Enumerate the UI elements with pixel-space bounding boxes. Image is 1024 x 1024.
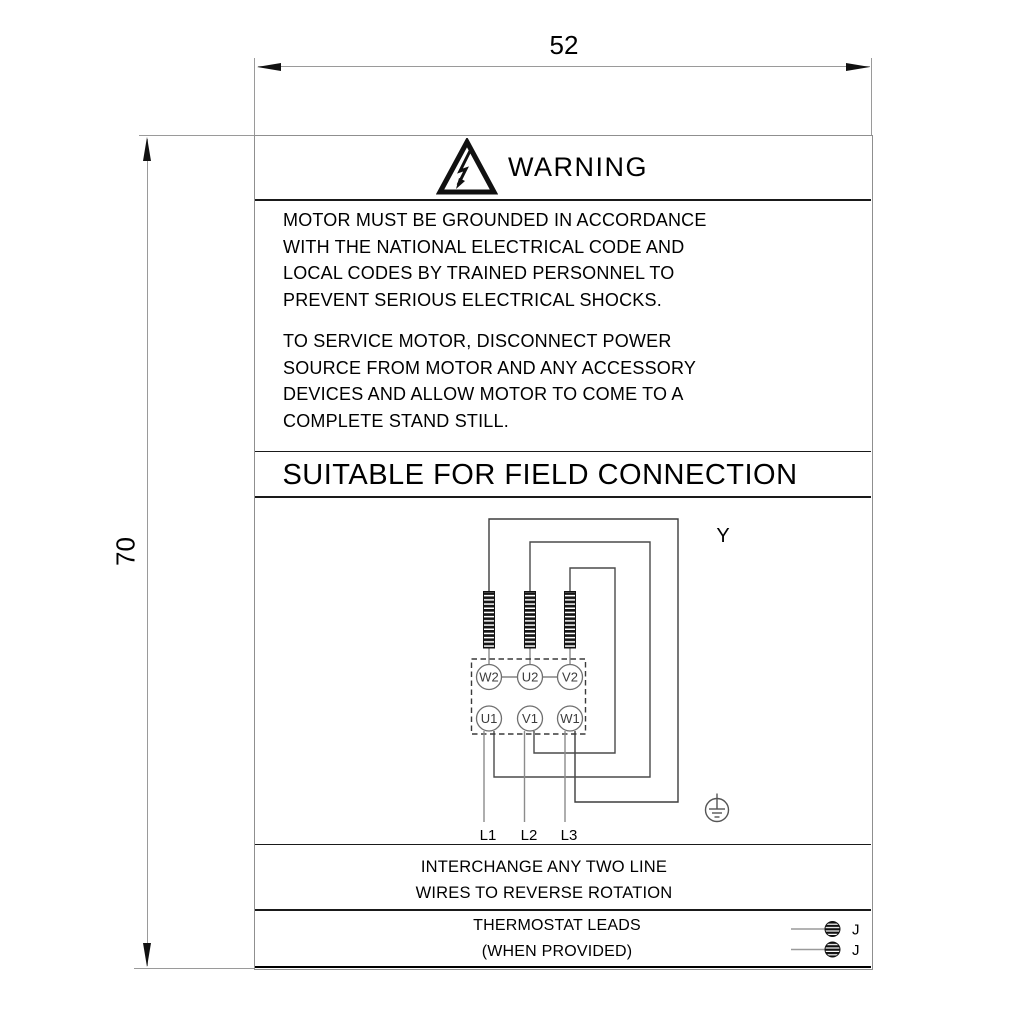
dimension-width-line bbox=[258, 66, 870, 67]
note-line: (WHEN PROVIDED) bbox=[481, 943, 633, 960]
section-divider bbox=[255, 844, 871, 845]
terminal-label: W2 bbox=[479, 669, 499, 685]
arrow-left-icon bbox=[257, 63, 281, 71]
supply-line-label: L3 bbox=[560, 827, 578, 844]
motor-winding-coil bbox=[525, 592, 536, 649]
terminal-label: W1 bbox=[560, 711, 580, 726]
terminal-label: U2 bbox=[521, 669, 539, 685]
thermostat-leads bbox=[780, 915, 880, 967]
thermostat-lead-icon bbox=[825, 942, 840, 957]
connection-type-label: Y bbox=[716, 525, 730, 547]
supply-line-label: L2 bbox=[520, 827, 538, 844]
note-line: WIRES TO REVERSE ROTATION bbox=[415, 884, 673, 902]
dimension-height-line bbox=[147, 139, 148, 966]
notice-line: PREVENT SERIOUS ELECTRICAL SHOCKS. bbox=[283, 289, 662, 310]
terminal-label: V1 bbox=[522, 711, 538, 726]
notice-line: LOCAL CODES BY TRAINED PERSONNEL TO bbox=[283, 263, 675, 283]
thermostat-lead-icon bbox=[825, 922, 840, 937]
extension-line bbox=[254, 58, 255, 135]
section-divider bbox=[255, 909, 871, 911]
lead-label: J bbox=[852, 921, 860, 939]
dimension-width-value: 52 bbox=[549, 30, 579, 60]
lead-label: J bbox=[852, 942, 860, 959]
grounding-notice bbox=[283, 207, 707, 313]
notice-line: SOURCE FROM MOTOR AND ANY ACCESSORY bbox=[283, 357, 697, 378]
section-divider bbox=[255, 451, 871, 452]
high-voltage-warning-icon bbox=[436, 138, 498, 196]
field-connection-banner: SUITABLE FOR FIELD CONNECTION bbox=[282, 459, 798, 491]
warning-title: WARNING bbox=[508, 152, 648, 182]
label-bottom-border bbox=[255, 966, 871, 968]
notice-line: WITH THE NATIONAL ELECTRICAL CODE AND bbox=[283, 236, 685, 257]
section-divider bbox=[255, 199, 871, 201]
arrow-up-icon bbox=[143, 137, 151, 161]
terminal-label: U1 bbox=[480, 711, 498, 726]
supply-line-label: L1 bbox=[479, 827, 497, 844]
notice-line: COMPLETE STAND STILL. bbox=[283, 410, 509, 431]
note-line: THERMOSTAT LEADS bbox=[473, 917, 641, 934]
notice-line: TO SERVICE MOTOR, DISCONNECT POWER bbox=[283, 331, 672, 351]
extension-line bbox=[139, 135, 254, 136]
motor-winding-coil bbox=[484, 592, 495, 649]
arrow-right-icon bbox=[846, 63, 870, 71]
service-notice bbox=[283, 328, 696, 434]
arrow-down-icon bbox=[143, 943, 151, 967]
terminal-label: V2 bbox=[562, 669, 578, 685]
notice-line: MOTOR MUST BE GROUNDED IN ACCORDANCE bbox=[283, 210, 707, 230]
extension-line bbox=[134, 968, 254, 969]
motor-winding-coil bbox=[565, 592, 576, 649]
dimension-height-value: 70 bbox=[110, 537, 141, 566]
wiring-diagram bbox=[254, 497, 872, 844]
note-line: INTERCHANGE ANY TWO LINE bbox=[420, 858, 668, 876]
extension-line bbox=[871, 58, 872, 135]
earth-ground-icon bbox=[706, 794, 729, 822]
notice-line: DEVICES AND ALLOW MOTOR TO COME TO A bbox=[283, 384, 684, 404]
